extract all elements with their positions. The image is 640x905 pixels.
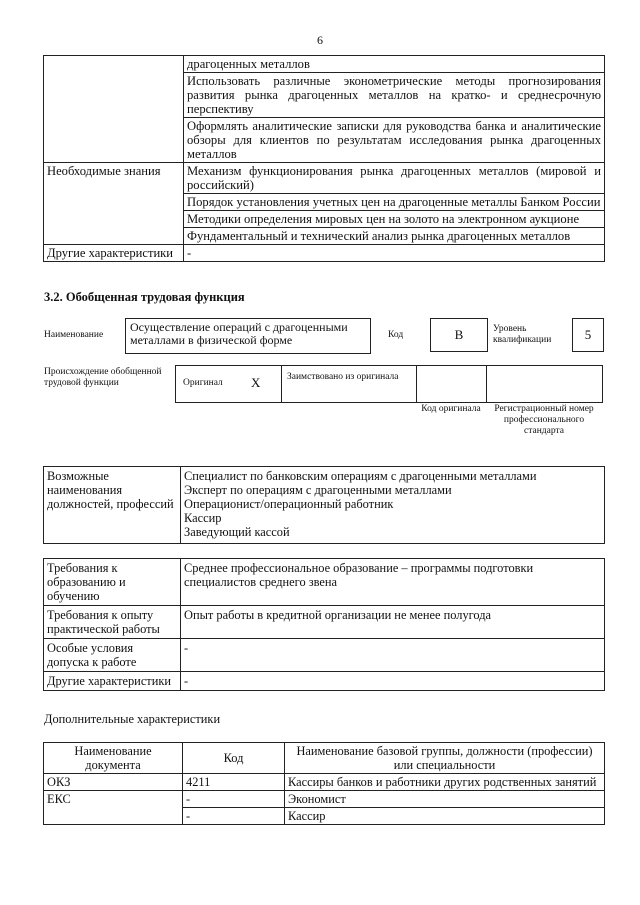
row-label: Особые условия допуска к работе [44,639,181,672]
row-label: Необходимые знания [44,163,184,245]
divider [486,366,487,402]
page-number: 6 [317,33,323,47]
origin-code-caption: Код оригинала [421,404,481,414]
section-title: 3.2. Обобщенная трудовая функция [44,290,245,304]
table-row [44,245,605,262]
registration-number-caption: Регистрационный номер профессионального стандарта [494,404,594,436]
row-label: Требования к опыту практической работы [44,606,181,639]
requirements-table [43,558,605,691]
table-row [44,606,605,639]
table-cell: ОКЗ [44,774,183,791]
column-header: Наименование базовой группы, должности (профессии) или специальности [285,743,605,774]
table-cell: - [183,791,285,808]
table-cell: ЕКС [44,791,183,825]
divider [281,366,282,402]
column-header: Наименование документа [44,743,183,774]
table-row [44,639,605,672]
table-cell: Опыт работы в кредитной организации не менее полугода [181,606,605,639]
divider [416,366,417,402]
table-cell: Фундаментальный и технический анализ рынка драгоценных металлов [184,228,605,245]
additional-characteristics-table [43,742,605,825]
table-cell: Оформлять аналитические записки для руководства банка и аналитические обзоры для клиентов по результатам исследования рынка драгоценных металлов [184,118,605,163]
table-row [44,559,605,606]
table-cell: Экономист [285,791,605,808]
table-cell [181,467,605,544]
position-item: Специалист по банковским операциям с драгоценными металлами [184,469,537,483]
table-cell: Кассир [285,808,605,825]
skills-knowledge-table [43,55,605,262]
table-row [44,56,605,73]
table-cell: Использовать различные эконометрические методы прогнозирования развития рынка драгоценных металлов на кратко- и среднесрочную перспективу [184,73,605,118]
position-item: Заведующий кассой [184,525,290,539]
table-row [44,163,605,194]
table-cell: Механизм функционирования рынка драгоценных металлов (мировой и российский) [184,163,605,194]
qualification-level-box: 5 [572,318,604,352]
position-item: Операционист/операционный работник [184,497,394,511]
row-label: Другие характеристики [44,672,181,691]
name-label: Наименование [44,330,104,340]
table-row [44,672,605,691]
positions-table [43,466,605,544]
origin-label: Происхождение обобщенной трудовой функции [44,367,162,388]
table-cell: 4211 [183,774,285,791]
borrowed-label: Заимствовано из оригинала [287,372,399,382]
table-cell [44,56,184,163]
table-row [44,467,605,544]
function-name-box: Осуществление операций с драгоценными металлами в физической форме [125,318,371,354]
code-label: Код [388,330,404,340]
table-cell: Методики определения мировых цен на золото на электронном аукционе [184,211,605,228]
table-header-row [44,743,605,774]
function-code-box: B [430,318,488,352]
original-mark: X [251,375,261,390]
qualification-level-label: Уровень квалификации [493,324,552,345]
table-cell: Среднее профессиональное образование – программы подготовки специалистов среднего звена [181,559,605,606]
column-header: Код [183,743,285,774]
row-label: Другие характеристики [44,245,184,262]
origin-box [175,365,603,403]
table-row [44,791,605,808]
position-item: Кассир [184,511,222,525]
original-label: Оригинал [183,378,223,388]
row-label: Возможные наименования должностей, профессий [44,467,181,544]
table-cell: - [181,639,605,672]
row-label: Требования к образованию и обучению [44,559,181,606]
position-item: Эксперт по операциям с драгоценными металлами [184,483,452,497]
table-cell: - [181,672,605,691]
table-cell: - [184,245,605,262]
table-cell: Кассиры банков и работники других родственных занятий [285,774,605,791]
table-cell: драгоценных металлов [184,56,605,73]
additional-characteristics-title: Дополнительные характеристики [44,712,221,726]
table-cell: - [183,808,285,825]
table-row [44,774,605,791]
table-cell: Порядок установления учетных цен на драгоценные металлы Банком России [184,194,605,211]
